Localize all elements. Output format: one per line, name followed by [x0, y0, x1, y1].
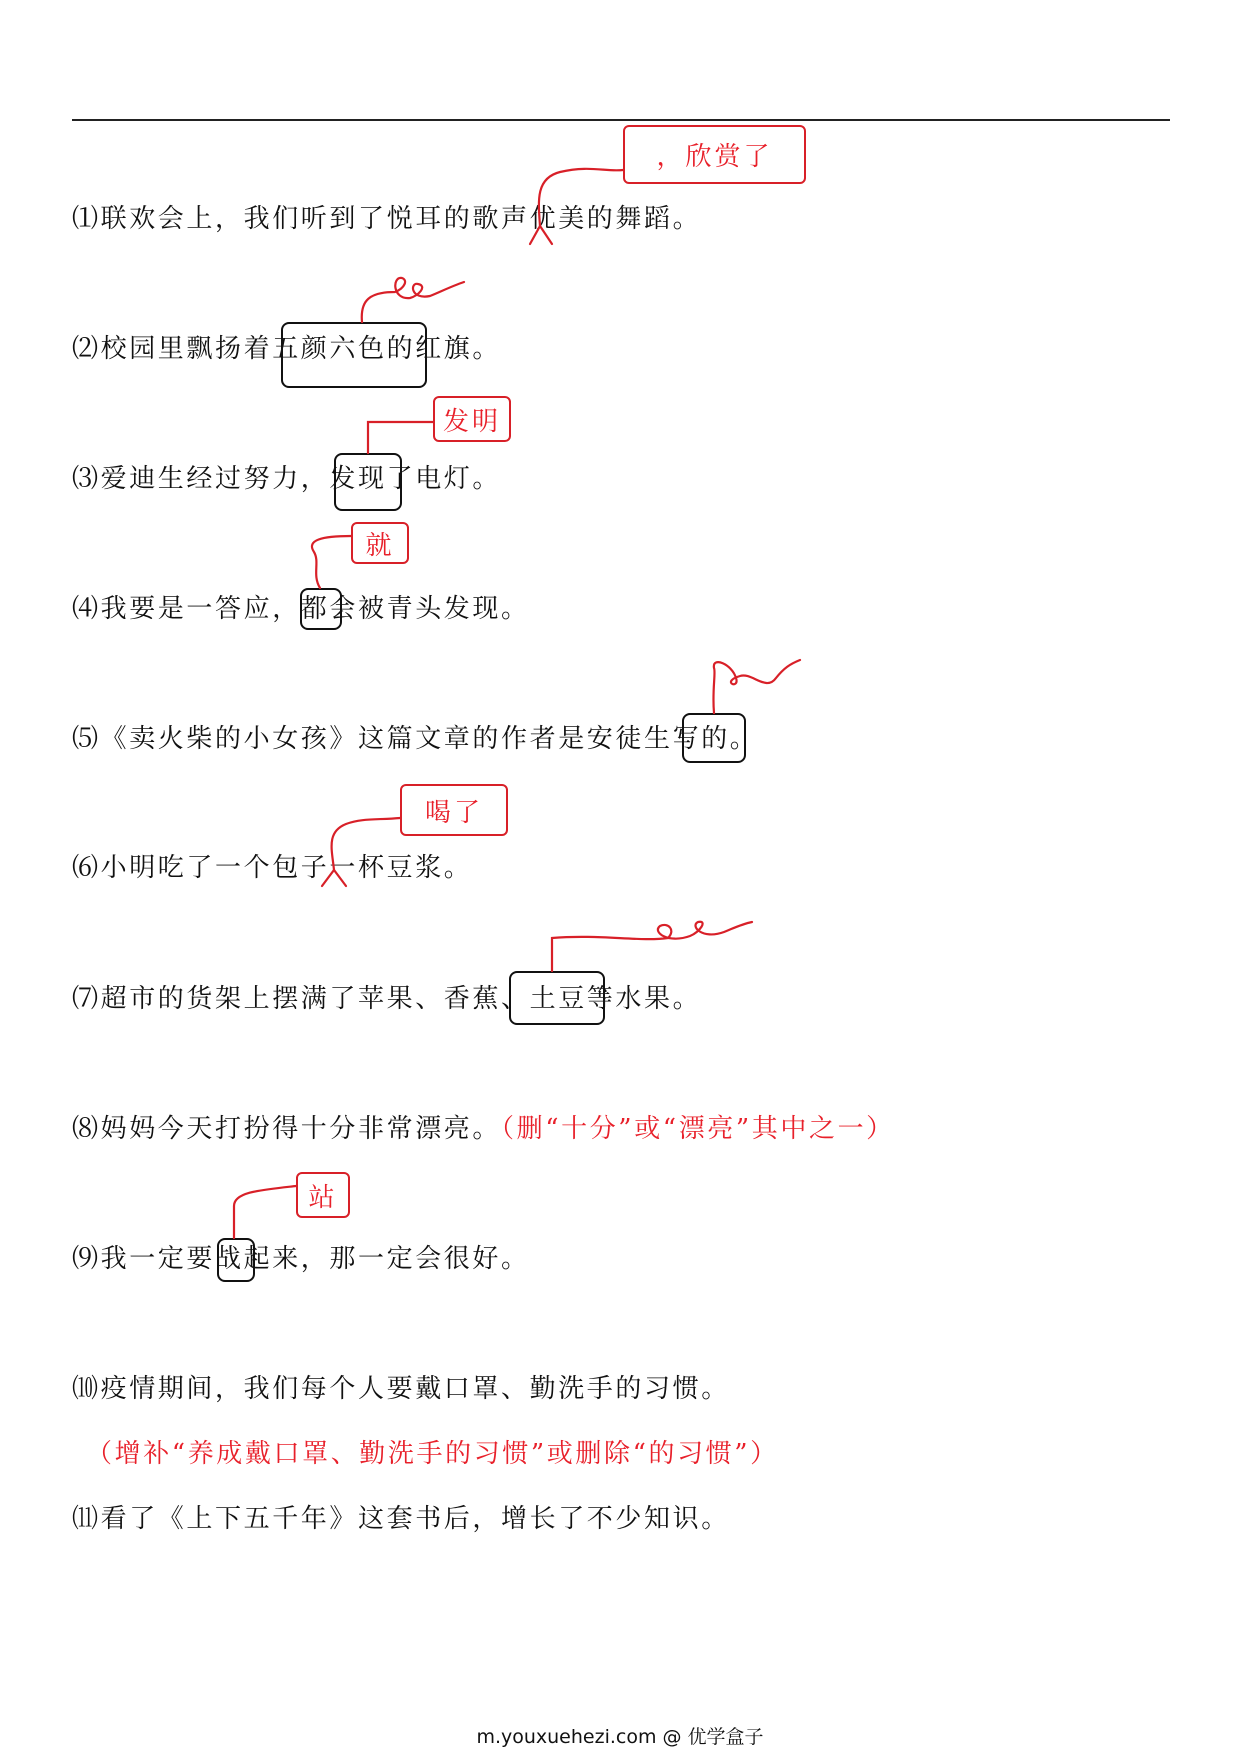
correction-box-9: 站: [296, 1172, 350, 1218]
sentence-8-text: ⑻妈妈今天打扮得十分非常漂亮。: [72, 1114, 502, 1144]
marked-phrase-box-5: [682, 713, 746, 763]
note-10: （增补“养成戴口罩、勤洗手的习惯”或删除“的习惯”）: [86, 1439, 779, 1469]
sentence-8: [72, 1112, 895, 1146]
delete-mark-7: [552, 922, 752, 971]
sentence-4: ⑷我要是一答应，都会被青头发现。: [72, 594, 530, 624]
marked-phrase-box-2: [281, 322, 427, 388]
marked-word-box-4: [300, 588, 342, 630]
sentence-9: ⑼我一定要战起来，那一定会很好。: [72, 1244, 530, 1274]
header-rule: [72, 119, 1170, 121]
sentence-11: ⑾看了《上下五千年》这套书后，增长了不少知识。: [72, 1504, 730, 1534]
sentence-2: ⑵校园里飘扬着五颜六色的红旗。: [72, 334, 502, 364]
leader-line-4: [312, 536, 351, 588]
sentence-8-note: （删“十分”或“漂亮”其中之一）: [501, 1114, 895, 1144]
marked-phrase-box-3: [334, 453, 402, 511]
correction-box-4: 就: [351, 522, 409, 564]
sentence-3: ⑶爱迪生经过努力，发现了电灯。: [72, 464, 502, 494]
sentence-1: ⑴联欢会上，我们听到了悦耳的歌声优美的舞蹈。: [72, 204, 702, 234]
correction-box-6: 喝了: [400, 784, 508, 836]
leader-line-9: [234, 1186, 296, 1238]
sentence-6: ⑹小明吃了一个包子一杯豆浆。: [72, 853, 473, 883]
sentence-10: ⑽疫情期间，我们每个人要戴口罩、勤洗手的习惯。: [72, 1374, 730, 1404]
correction-box-1: ，欣赏了: [623, 125, 806, 184]
delete-mark-2: [362, 278, 464, 322]
sentence-5: ⑸《卖火柴的小女孩》这篇文章的作者是安徒生写的。: [72, 724, 759, 754]
marked-phrase-box-7: [509, 971, 605, 1025]
marked-word-box-9: [217, 1238, 255, 1282]
footer-watermark: m.youxuehezi.com @ 优学盒子: [476, 1726, 764, 1748]
correction-box-3: 发明: [433, 396, 511, 442]
delete-mark-5: [713, 660, 800, 713]
sentence-7: ⑺超市的货架上摆满了苹果、香蕉、土豆等水果。: [72, 984, 702, 1014]
leader-line-3: [368, 422, 433, 453]
